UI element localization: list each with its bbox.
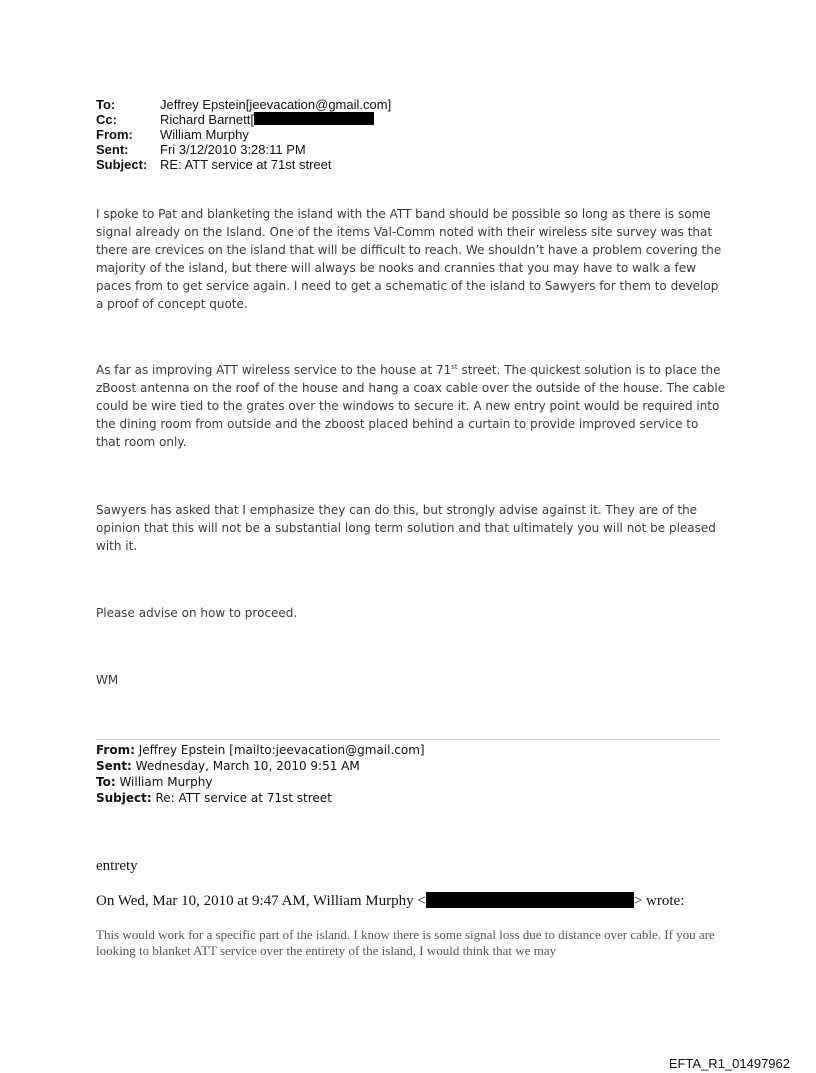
email-header [96, 97, 391, 172]
header-subject-row [96, 157, 391, 172]
sent-value: Fri 3/12/2010 3:28:11 PM [160, 142, 306, 157]
attribution-start: On Wed, Mar 10, 2010 at 9:47 AM, William Murphy < [96, 893, 426, 909]
cc-label: Cc: [96, 112, 117, 127]
fwd-sent-value: Wednesday, March 10, 2010 9:51 AM [131, 759, 360, 773]
header-cc-row [96, 112, 391, 127]
ordinal-superscript: st [451, 363, 458, 371]
fwd-subject-row [96, 790, 425, 806]
fwd-sent-row [96, 758, 425, 774]
body-paragraph-2-start: As far as improving ATT wireless service to the house at 71 [96, 363, 452, 377]
fwd-to-row [96, 774, 425, 790]
fwd-subject-label: Subject: [96, 791, 152, 805]
fwd-from-value: Jeffrey Epstein [mailto:jeevacation@gmail.com] [134, 743, 425, 757]
body-paragraph-4: Please advise on how to proceed. [96, 606, 298, 620]
fwd-to-value: William Murphy [115, 775, 213, 789]
attribution-line [96, 892, 684, 910]
body-paragraph-1: I spoke to Pat and blanketing the island with the ATT band should be possible so long as there is some signal already on the Island. One of the items Val-Comm noted with their wireless site survey was that there are crevices on the island that will be difficult to reach. We shouldn’t have a problem covering the majority of the island, but there will always be nooks and crannies that you may have to walk a few paces from to get service again. I need to get a schematic of the island to Sawyers for them to develop a proof of concept quote. [96, 207, 722, 311]
header-sent-row [96, 142, 391, 157]
redaction-box [254, 112, 374, 125]
fwd-subject-value: Re: ATT service at 71st street [151, 791, 332, 805]
redaction-box [426, 892, 634, 908]
from-label: From: [96, 127, 133, 142]
reply-text: entrety [96, 858, 138, 874]
forwarded-header [96, 742, 425, 806]
attribution-end: > wrote: [633, 893, 685, 909]
header-to-row [96, 97, 391, 112]
sent-label: Sent: [96, 142, 129, 157]
to-value: Jeffrey Epstein[jeevacation@gmail.com] [160, 97, 392, 112]
cc-value: Richard Barnett[ [160, 112, 254, 127]
signature: WM [96, 673, 119, 687]
fwd-to-label: To: [96, 775, 116, 789]
body-paragraph-3: Sawyers has asked that I emphasize they can do this, but strongly advise against it. They are of the opinion that this will not be a substantial long term solution and that ultimately you will not be pleased with it. [96, 503, 716, 553]
fwd-sent-label: Sent: [96, 759, 132, 773]
header-from-row [96, 127, 391, 142]
document-id: EFTA_R1_01497962 [668, 1056, 790, 1071]
body-paragraph-2 [96, 361, 726, 451]
subject-label: Subject: [96, 157, 148, 172]
quoted-text: This would work for a specific part of the island. I know there is some signal loss due to distance over cable. If you are looking to blanket ATT service over the entirety of the island, I would think that we may [96, 927, 715, 958]
to-label: To: [96, 97, 116, 112]
body-paragraph-2-rest: street. The quickest solution is to place the zBoost antenna on the roof of the house and hang a coax cable over the outside of the house. The cable could be wire tied to the grates over the windows to secure it. A new entry point would be required into the dining room from outside and the zboost placed behind a curtain to provide improved service to that room only. [96, 363, 726, 449]
subject-value: RE: ATT service at 71st street [160, 157, 332, 172]
from-value: William Murphy [160, 127, 249, 142]
divider [96, 739, 720, 740]
fwd-from-label: From: [96, 743, 135, 757]
fwd-from-row [96, 742, 425, 758]
